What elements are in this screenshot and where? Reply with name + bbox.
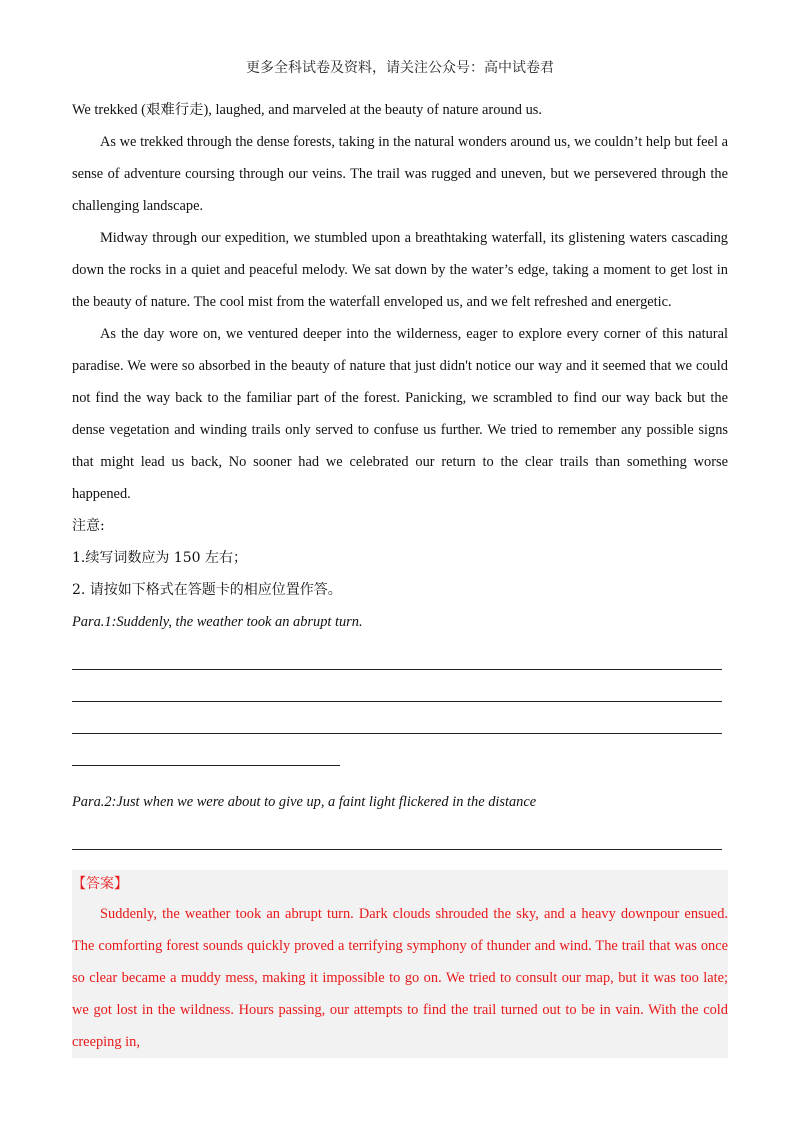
answer-title: 【答案】 bbox=[72, 876, 128, 892]
answer-section bbox=[72, 870, 728, 1058]
passage-paragraph-1: We trekked (艰难行走), laughed, and marveled at the beauty of nature around us. bbox=[72, 102, 542, 118]
notes-title: 注意: bbox=[72, 518, 105, 534]
para2-prompt: Para.2:Just when we were about to give up, a faint light flickered in the distance bbox=[72, 794, 537, 810]
passage-paragraph-2: As we trekked through the dense forests, taking in the natural wonders around us, we couldn’t help but feel a sense of adventure coursing through our veins. The trail was rugged and uneven, but we persevered through the challenging landscape. bbox=[72, 134, 728, 214]
passage-paragraph-4: As the day wore on, we ventured deeper into the wilderness, eager to explore every corner of this natural paradise. We were so absorbed in the beauty of nature that just didn't notice our way and it seemed that we could not find the way back to the familiar part of the forest. Panicking, we scrambled to find our way back but the dense vegetation and winding trails only served to confuse us further. We tried to remember any possible signs that might lead us back, No sooner had we celebrated our return to the clear trails than something worse happened. bbox=[72, 326, 728, 502]
answer-text: Suddenly, the weather took an abrupt turn. Dark clouds shrouded the sky, and a heavy downpour ensued. The comforting forest sounds quickly proved a terrifying symphony of thunder and wind. The trail that was once so clear became a muddy mess, making it impossible to go on. We tried to consult our map, but it was too late; we got lost in the wildness. Hours passing, our attempts to find the trail turned out to be in vain. With the cold creeping in, bbox=[72, 906, 728, 1050]
notes-item-2: 2. 请按如下格式在答题卡的相应位置作答。 bbox=[72, 582, 342, 598]
writing-line[interactable] bbox=[72, 818, 722, 850]
passage-paragraph-3: Midway through our expedition, we stumbled upon a breathtaking waterfall, its glistening waters cascading down the rocks in a quiet and peaceful melody. We sat down by the water’s edge, taking a moment to get lost in the beauty of nature. The cool mist from the waterfall enveloped us, and we felt refreshed and energetic. bbox=[72, 230, 728, 310]
writing-line[interactable] bbox=[72, 670, 722, 702]
writing-line[interactable] bbox=[72, 734, 340, 766]
page-header: 更多全科试卷及资料，请关注公众号：高中试卷君 bbox=[246, 60, 554, 76]
writing-line[interactable] bbox=[72, 638, 722, 670]
writing-line[interactable] bbox=[72, 702, 722, 734]
para1-prompt: Para.1:Suddenly, the weather took an abrupt turn. bbox=[72, 614, 363, 630]
exam-content bbox=[72, 94, 728, 946]
para1-writing-area[interactable] bbox=[72, 638, 728, 766]
notes-item-1: 1.续写词数应为 150 左右； bbox=[72, 550, 247, 566]
